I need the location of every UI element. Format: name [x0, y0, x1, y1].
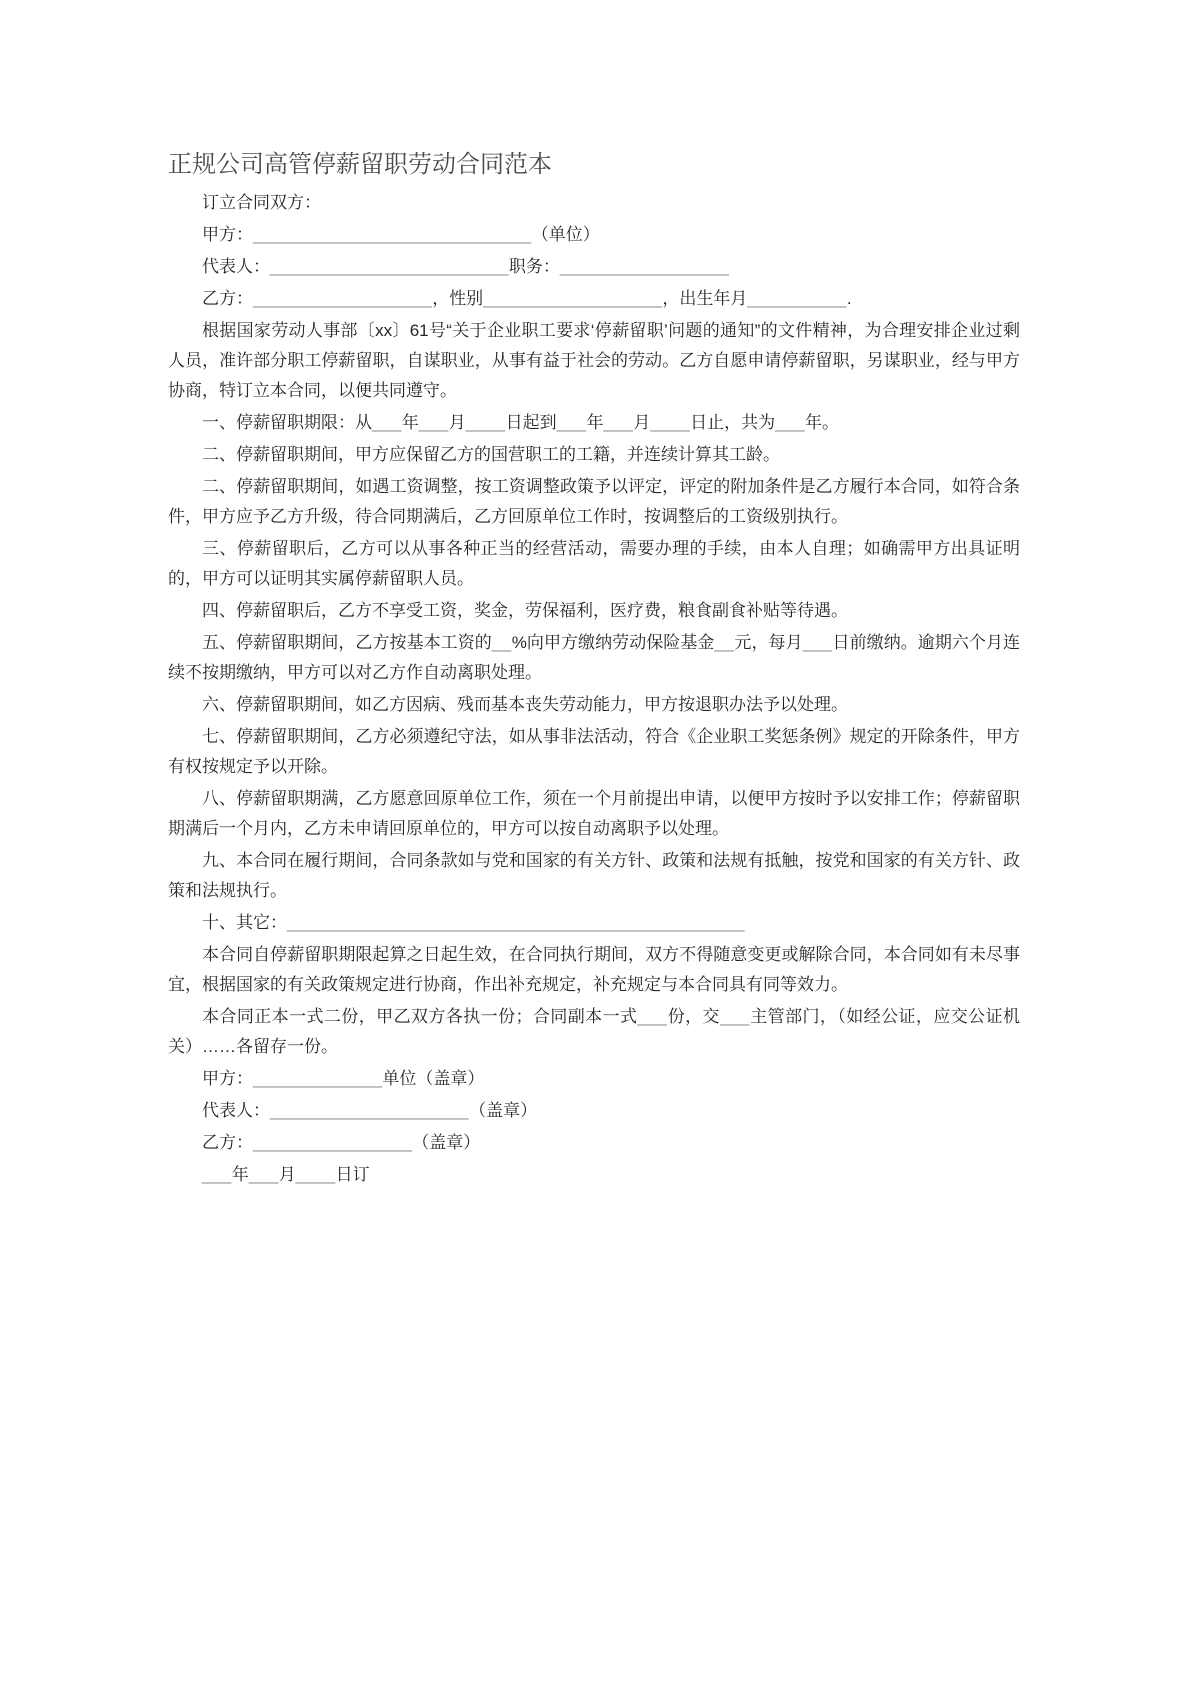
contract-paragraph: 六、停薪留职期间，如乙方因病、残而基本丧失劳动能力，甲方按退职办法予以处理。 — [202, 695, 848, 714]
contract-paragraph: 本合同自停薪留职期限起算之日起生效，在合同执行期间，双方不得随意变更或解除合同，本合同如有未尽事宜，根据国家的有关政策规定进行协商，作出补充规定，补充规定与本合同具有同等效力。 — [168, 945, 1020, 994]
contract-paragraph: 四、停薪留职后，乙方不享受工资，奖金，劳保福利，医疗费，粮食副食补贴等待遇。 — [202, 601, 848, 620]
blank-line: ___ — [372, 413, 402, 432]
blank-line: __________ — [747, 289, 847, 308]
contract-paragraph: 十、其它：______________________________________________ — [202, 913, 745, 932]
blank-line: ________________________ — [270, 257, 509, 276]
blank-line: __________________ — [483, 289, 663, 308]
blank-line: ______________________________________________ — [287, 913, 745, 932]
contract-paragraph: 甲方：____________________________（单位） — [202, 225, 600, 244]
contract-paragraph: 二、停薪留职期间，如遇工资调整，按工资调整政策予以评定，评定的附加条件是乙方履行本合同，如符合条件，甲方应予乙方升级，待合同期满后，乙方回原单位工作时，按调整后的工资级别执行。 — [168, 477, 1020, 526]
contract-paragraph: 一、停薪留职期限：从___年___月____日起到___年___月____日止，共为___年。 — [202, 413, 840, 432]
contract-paragraph: 八、停薪留职期满，乙方愿意回原单位工作，须在一个月前提出申请，以便甲方按时予以安排工作；停薪留职期满后一个月内，乙方未申请回原单位的，甲方可以按自动离职予以处理。 — [168, 789, 1020, 838]
contract-paragraph: 五、停薪留职期间，乙方按基本工资的__%向甲方缴纳劳动保险基金__元，每月___日前缴纳。逾期六个月连续不按期缴纳，甲方可以对乙方作自动离职处理。 — [168, 633, 1021, 682]
contract-paragraph: 根据国家劳动人事部〔xx〕61号“关于企业职工要求‘停薪留职’问题的通知”的文件精神，为合理安排企业过剩人员，准许部分职工停薪留职，自谋职业，从事有益于社会的劳动。乙方自愿申请停薪留职，另谋职业，经与甲方协商，特订立本合同，以便共同遵守。 — [168, 321, 1020, 400]
contract-paragraph: 代表人：________________________职务：_________________ — [202, 257, 730, 276]
blank-line: __ — [491, 633, 512, 652]
blank-line: ___ — [775, 413, 806, 432]
blank-line: ____ — [650, 413, 691, 432]
blank-line: __ — [714, 633, 735, 652]
contract-paragraph: 乙方：________________（盖章） — [202, 1133, 481, 1152]
blank-line: ___ — [556, 413, 587, 432]
contract-paragraph: 九、本合同在履行期间，合同条款如与党和国家的有关方针、政策和法规有抵触，按党和国家的有关方针、政策和法规执行。 — [168, 851, 1020, 900]
contract-paragraph: 二、停薪留职期间，甲方应保留乙方的国营职工的工籍，并连续计算其工龄。 — [202, 445, 780, 464]
blank-line: ___ — [802, 633, 833, 652]
blank-line: ____________________________ — [253, 225, 532, 244]
document-body — [168, 188, 1020, 1190]
blank-line: ________________ — [253, 1133, 413, 1152]
blank-line: ____ — [465, 413, 506, 432]
contract-paragraph: 七、停薪留职期间，乙方必须遵纪守法，如从事非法活动，符合《企业职工奖惩条例》规定的开除条件，甲方有权按规定予以开除。 — [168, 727, 1020, 776]
blank-line: ___ — [418, 413, 449, 432]
contract-paragraph: 订立合同双方： — [202, 193, 321, 212]
contract-paragraph: 三、停薪留职后，乙方可以从事各种正当的经营活动，需要办理的手续，由本人自理；如确需甲方出具证明的，甲方可以证明其实属停薪留职人员。 — [168, 539, 1020, 588]
blank-line: ___ — [248, 1165, 279, 1184]
contract-paragraph: 乙方：__________________，性别__________________，出生年月__________. — [202, 289, 852, 308]
document-title: 正规公司高管停薪留职劳动合同范本 — [168, 152, 552, 178]
contract-paragraph: ___年___月____日订 — [202, 1165, 370, 1184]
blank-line: ___ — [603, 413, 634, 432]
blank-line: ____________________ — [270, 1101, 470, 1120]
blank-line: _________________ — [559, 257, 730, 276]
blank-line: _____________ — [253, 1069, 383, 1088]
contract-paragraph: 代表人：____________________（盖章） — [202, 1101, 538, 1120]
contract-paragraph: 本合同正本一式二份，甲乙双方各执一份；合同副本一式___份，交___主管部门，（如经公证，应交公证机关）……各留存一份。 — [168, 1007, 1021, 1056]
blank-line: ___ — [202, 1165, 232, 1184]
blank-line: ____ — [295, 1165, 336, 1184]
blank-line: ___ — [719, 1007, 750, 1026]
contract-paragraph: 甲方：_____________单位（盖章） — [202, 1069, 485, 1088]
blank-line: __________________ — [253, 289, 433, 308]
blank-line: ___ — [637, 1007, 668, 1026]
